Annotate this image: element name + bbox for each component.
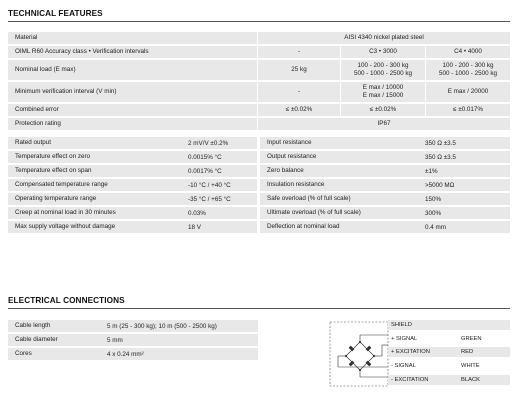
table-row <box>8 60 510 80</box>
spec-value: 18 V <box>188 223 201 231</box>
spec-label: Rated output <box>15 139 52 147</box>
spec-value: 2 mV/V ±0.2% <box>188 139 229 147</box>
spec-label: Max supply voltage without damage <box>15 223 116 231</box>
spec-value: 0.03% <box>188 209 206 217</box>
table-row <box>8 82 510 102</box>
wire-signal: + EXCITATION <box>391 349 430 355</box>
cell-value: 25 kg <box>291 66 307 74</box>
table-row <box>8 221 257 233</box>
wire-color: RED <box>461 349 474 355</box>
table-row <box>8 193 257 205</box>
wiring-diagram <box>326 316 390 388</box>
table-row <box>8 207 257 219</box>
cell-value: - <box>297 48 301 56</box>
spec-value: 350 Ω ±3.5 <box>425 139 456 147</box>
row-label: Minimum verification interval (V min) <box>15 88 117 96</box>
wire-signal: - EXCITATION <box>391 377 429 383</box>
row-span-value: IP67 <box>377 120 391 128</box>
table-row <box>260 165 510 177</box>
table-row <box>260 137 510 149</box>
cell-value: E max / 20000 <box>447 88 489 96</box>
wire-signal: - SIGNAL <box>391 363 416 369</box>
spec-label: Safe overload (% of full scale) <box>267 195 351 203</box>
wire-row <box>391 347 473 357</box>
cable-shield-outline <box>330 322 388 386</box>
cell-value: C4 • 4000 <box>454 48 482 56</box>
spec-value: 0.0017% °C <box>188 167 222 175</box>
cell-value: - <box>297 88 301 96</box>
spec-label: Input resistance <box>267 139 312 147</box>
cell-value: 100 - 200 - 300 kg 500 - 1000 - 2500 kg <box>353 62 413 77</box>
spec-label: Temperature effect on span <box>15 167 92 175</box>
row-span-value: AISI 4340 nickel plated steel <box>344 34 424 42</box>
table-row <box>8 137 257 149</box>
cell-value: ≤ ±0.017% <box>452 106 484 114</box>
table-row <box>8 348 258 360</box>
table-row <box>8 320 258 332</box>
wire-signal: + SIGNAL <box>391 336 418 342</box>
technical-title-rule <box>8 21 510 22</box>
spec-value: 4 x 0.24 mm² <box>107 350 144 358</box>
table-row <box>8 32 510 44</box>
spec-value: -10 °C / +40 °C <box>188 181 231 189</box>
spec-value: ±1% <box>425 167 438 175</box>
table-row <box>260 193 510 205</box>
table-row <box>8 334 258 346</box>
electrical-title-rule <box>8 308 510 309</box>
table-row <box>8 46 510 58</box>
spec-label: Cable diameter <box>15 336 58 344</box>
wire-row <box>391 375 480 385</box>
cell-value: C3 • 3000 <box>369 48 397 56</box>
row-label: Nominal load (E max) <box>15 66 76 74</box>
spec-label: Temperature effect on zero <box>15 153 91 161</box>
row-label: Material <box>15 34 38 42</box>
spec-value: -35 °C / +65 °C <box>188 195 231 203</box>
table-row <box>8 165 257 177</box>
spec-value: 0.0015% °C <box>188 153 222 161</box>
row-label: Combined error <box>15 106 59 114</box>
spec-value: 150% <box>425 195 442 203</box>
spec-label: Insulation resistance <box>267 181 325 189</box>
spec-value: 0.4 mm <box>425 223 446 231</box>
table-row <box>8 104 510 116</box>
spec-label: Deflection at nominal load <box>267 223 340 231</box>
table-row <box>260 151 510 163</box>
table-row <box>260 179 510 191</box>
spec-value: 300% <box>425 209 442 217</box>
spec-label: Output resistance <box>267 153 317 161</box>
cell-value: E max / 10000 E max / 15000 <box>362 84 404 99</box>
cell-value: ≤ ±0.02% <box>369 106 397 114</box>
spec-label: Zero balance <box>267 167 304 175</box>
table-row <box>8 179 257 191</box>
wire-row <box>391 320 461 330</box>
row-label: Protection rating <box>15 120 61 128</box>
bridge-diamond <box>346 342 374 370</box>
table-row <box>260 207 510 219</box>
spec-value: >5000 MΩ <box>425 181 455 189</box>
technical-features-title: TECHNICAL FEATURES <box>8 9 103 18</box>
spec-label: Operating temperature range <box>15 195 97 203</box>
row-label: OIML R60 Accuracy class • Verification intervals <box>15 48 149 56</box>
spec-label: Cable length <box>15 322 51 330</box>
spec-label: Creep at nominal load in 30 minutes <box>15 209 116 217</box>
wire-row <box>391 334 482 344</box>
wire-color: WHITE <box>461 363 480 369</box>
spec-label: Compensated temperature range <box>15 181 108 189</box>
spec-label: Ultimate overload (% of full scale) <box>267 209 361 217</box>
table-row <box>8 118 510 130</box>
wire-row <box>391 361 480 371</box>
spec-label: Cores <box>15 350 32 358</box>
spec-value: 5 mm <box>107 336 123 344</box>
wire-color: GREEN <box>461 336 482 342</box>
spec-value: 350 Ω ±3.5 <box>425 153 456 161</box>
cell-value: ≤ ±0.02% <box>285 106 313 114</box>
table-row <box>8 151 257 163</box>
wire-color: BLACK <box>461 377 481 383</box>
spec-value: 5 m (25 - 300 kg); 10 m (500 - 2500 kg) <box>107 322 217 330</box>
table-row <box>260 221 510 233</box>
cell-value: 100 - 200 - 300 kg 500 - 1000 - 2500 kg <box>438 62 498 77</box>
wire-signal: SHIELD <box>391 322 412 328</box>
electrical-connections-title: ELECTRICAL CONNECTIONS <box>8 296 125 305</box>
